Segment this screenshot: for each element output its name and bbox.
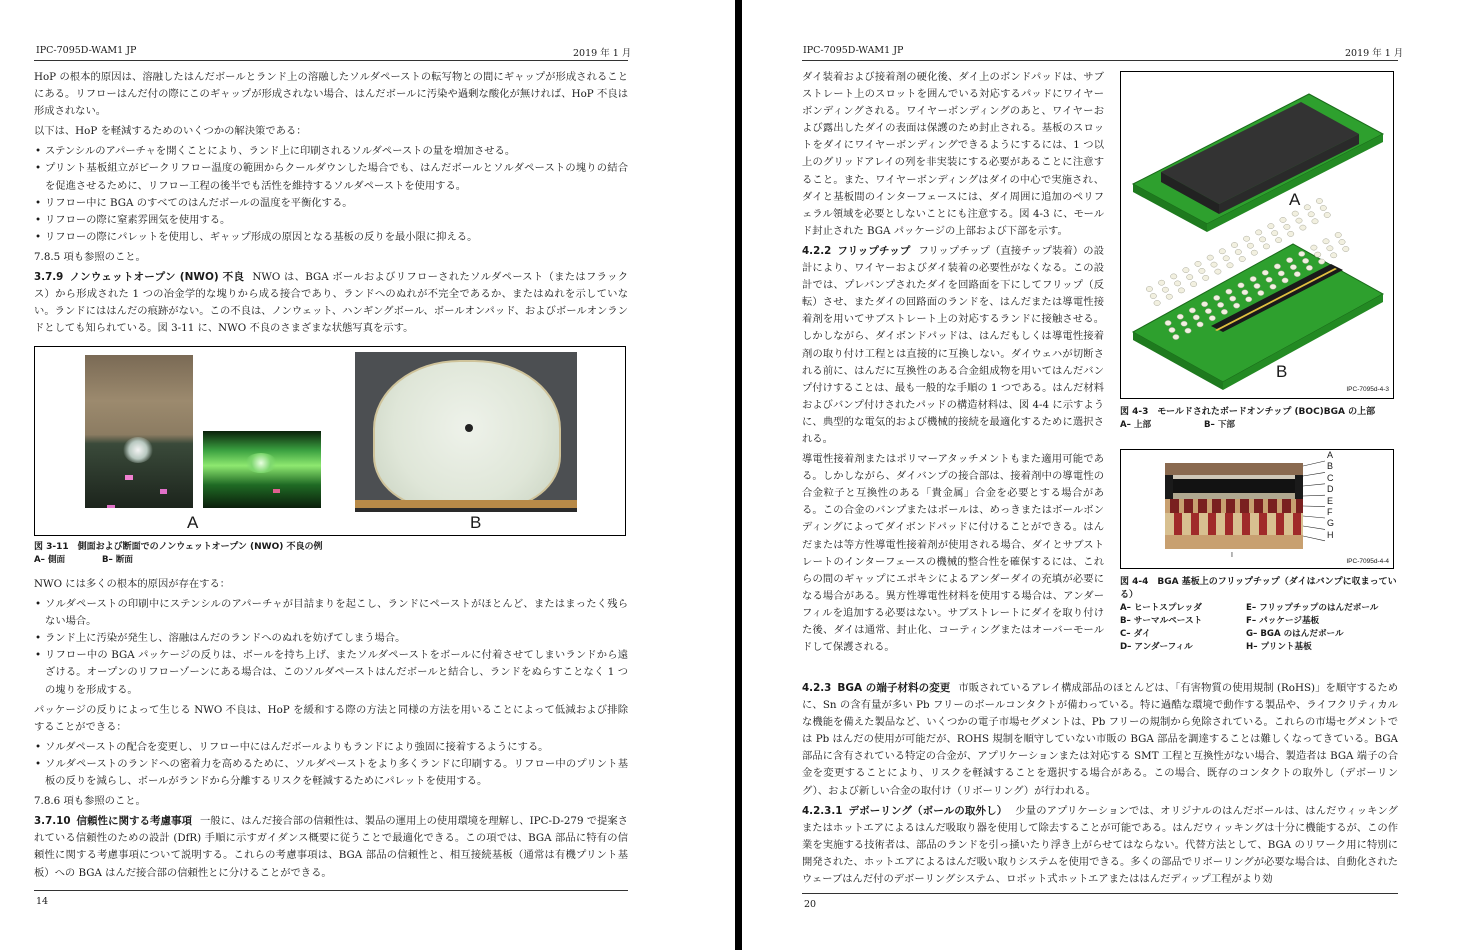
nwo-side-photo-small <box>203 431 321 508</box>
solder-ball <box>1292 211 1298 216</box>
solder-ball <box>1231 242 1237 247</box>
solder-ball <box>1259 237 1265 242</box>
solder-ball <box>1173 334 1179 339</box>
right-column-text <box>802 69 1104 656</box>
solder-ball <box>1239 256 1245 261</box>
letter: C <box>1327 472 1334 483</box>
pointer-line <box>1303 495 1325 496</box>
figure-3-11-caption <box>34 541 628 567</box>
figure-4-3 <box>1120 71 1394 399</box>
solder-ball <box>1318 259 1324 264</box>
solder-ball <box>1258 290 1264 295</box>
section-text: 一般に、はんだ接合部の信頼性は、製品の運用上の使用環境を理解し、IPC-D-279 で提案されている信頼性のための設計 (DfR) 手順に示すガイダンス概要に従うことで最適化できる。この項では、BGA 部品に特有の信頼性に関する考慮事項について説明する。これらの考慮事項は、BGA 部品の信頼性と、相互接続基板（通常は有機プリント基板）への BGA はんだ接合部の信頼性とに分けることができる。 <box>34 815 628 879</box>
section-number: 4.2.2 <box>802 244 832 257</box>
pointer-line <box>1303 472 1325 476</box>
solder-ball <box>1323 239 1329 244</box>
solder-ball <box>1219 249 1225 254</box>
nwo-cross-section-photo <box>355 352 577 512</box>
section-4-2-3 <box>802 680 1398 800</box>
solder-ball <box>1203 275 1209 280</box>
solder-ball <box>1223 256 1229 261</box>
solder-ball <box>1211 262 1217 267</box>
letter: G <box>1327 518 1335 529</box>
header-date: 2019 年 1 月 <box>1345 48 1404 59</box>
solder-ball <box>1343 246 1349 251</box>
list-item: • ソルダペーストの配合を変更し、リフロー中にはんだボールよりもランドにより強固に接着するようにする。 <box>34 739 628 756</box>
section-title: ノンウェットオープン (NWO) 不良 <box>69 271 245 284</box>
flip-chip-cross-section-photo <box>1165 463 1303 549</box>
section-4-2-2 <box>802 243 1104 448</box>
figure-4-3-caption <box>1120 406 1400 432</box>
right-page <box>742 0 1474 950</box>
solder-ball <box>1195 261 1201 266</box>
legend-pointer-lines <box>1303 454 1327 544</box>
figure-4-4 <box>1120 449 1394 569</box>
solder-ball <box>1278 271 1284 276</box>
section-title: デボーリング（ボールの取外し） <box>848 804 1008 817</box>
right-full-text <box>802 680 1398 888</box>
header-date: 2019 年 1 月 <box>573 48 632 59</box>
list-item: • プリント基板組立がピークリフロー温度の範囲からクールダウンした場合でも、はんだボールとソルダペーストの塊りの結合を促進させるために、リフロー工程の後半でも活性を維持するソルダペーストを使用する。 <box>34 160 628 194</box>
section-4-2-3-1 <box>802 803 1398 888</box>
paragraph: ダイ装着および接着剤の硬化後、ダイ上のボンドパッドは、サブストレート上のスロットを囲んでいる対応するパッドにワイヤーボンディングされる。ワイヤーボンディングのあと、ワイヤーおよび露出したダイの表面は保護のため封止される。基板のスロットをダイにワイヤーボンディングできるようにするには、1 つ以上のグリッドアレイの列を非実装にする必要があることに注意すること。また、ワイヤーボンディングはダイの中心で実施され、ダイと基板間のインターフェースには、ダイ周囲に追加のペリフェラル領域を必要としないことにも注意する。図 4-3 に、モールド封止された BGA パッケージの上部および下部を示す。 <box>802 71 1104 237</box>
solder-ball <box>1193 315 1199 320</box>
solder-ball <box>1272 231 1278 236</box>
solder-ball <box>1256 230 1262 235</box>
solder-ball <box>1181 321 1187 326</box>
pointer-line <box>1303 516 1325 518</box>
letter: B <box>1327 461 1334 472</box>
header-doc-id: IPC-7095D-WAM1 JP <box>803 45 904 56</box>
pointer-line <box>1303 461 1325 466</box>
pointer-line <box>1303 526 1325 529</box>
paragraph: 7.8.6 項も参照のこと。 <box>34 795 146 808</box>
legend-item: H– プリント基板 <box>1246 642 1312 652</box>
solder-ball <box>1335 232 1341 237</box>
solder-ball <box>1207 255 1213 260</box>
caption-sub-b: B– 断面 <box>102 555 134 565</box>
section-number: 4.2.3 <box>802 682 832 694</box>
solder-ball <box>1300 225 1306 230</box>
legend-item: E– フリップチップのはんだボール <box>1246 603 1379 613</box>
solder-ball <box>1290 265 1296 270</box>
solder-ball <box>1166 294 1172 299</box>
pointer-line <box>1303 484 1325 486</box>
solder-ball <box>1217 302 1223 307</box>
solder-ball <box>1316 198 1322 203</box>
figure-label-b: B <box>470 513 482 532</box>
solder-ball <box>1185 328 1191 333</box>
solder-ball <box>1174 281 1180 286</box>
solder-ball <box>1286 258 1292 263</box>
header-rule <box>802 60 1398 61</box>
solder-ball <box>1270 284 1276 289</box>
solder-ball <box>1146 286 1152 291</box>
solder-ball <box>1308 212 1314 217</box>
letter: E <box>1327 495 1334 506</box>
solder-ball <box>1327 246 1333 251</box>
solder-ball <box>1250 276 1256 281</box>
solder-ball <box>1158 280 1164 285</box>
paragraph: NWO には多くの根本的原因が存在する： <box>34 578 231 590</box>
legend-item: A– ヒートスプレッダ <box>1120 603 1202 613</box>
legend-item: G– BGA のはんだボール <box>1246 629 1344 639</box>
solder-ball <box>1171 274 1177 279</box>
list-item: • ステンシルのアパーチャを開くことにより、ランド上に印刷されるソルダペーストの量を増加させる。 <box>34 143 628 160</box>
list-item: • リフローの際に窒素雰囲気を使用する。 <box>34 212 628 229</box>
paragraph: HoP の根本的原因は、溶融したはんだボールとランド上の溶融したソルダペーストの転写物との間にギャップが形成されることにある。リフローはんだ付の際にこのギャップが形成されない場合、はんだボールに汚染や過剰な酸化が無ければ、HoP 不良は形成されない。 <box>34 71 628 118</box>
solder-ball <box>1221 309 1227 314</box>
paragraph: 導電性接着剤またはポリマーアタッチメントもまた適用可能である。しかしながら、ダイバンプの接合部は、接着剤中の導電性の合金粒子と互換性のある「貴金属」合金を必要とする場合がある。この合金のバンプまたはボールは、めっきまたはボールボンディングによってダイボンドパッドに付けることができる。はんだまたは等方性導電性接着剤が使用される場合、ダイとサブストレートのインターフェースの機械的整合性を確保するには、これらの間のギャップにエポキシによるアンダーダイの充填が必要になる場合がある。異方性導電性材料を使用する場合は、アンダーフィルを追加する必要はない。サブストレートにダイを取り付けた後、ダイは通常、封止化、コーティングまたはオーバーモールドして保護される。 <box>802 453 1104 654</box>
solder-ball <box>1262 270 1268 275</box>
letter: H <box>1327 529 1334 540</box>
section-number: 3.7.10 <box>34 815 71 828</box>
solder-ball <box>1201 302 1207 307</box>
list-item: • ランド上に汚染が発生し、溶融はんだのランドへのぬれを妨げてしまう場合。 <box>34 630 628 647</box>
solder-ball <box>1288 231 1294 236</box>
solder-ball <box>1312 219 1318 224</box>
section-3-7-10 <box>34 813 628 881</box>
page-divider <box>735 0 742 950</box>
caption-sub-b: B– 下部 <box>1204 420 1236 430</box>
section-title: BGA の端子材料の変更 <box>837 682 951 694</box>
solder-ball <box>1199 268 1205 273</box>
caption-title: 図 4-4 BGA 基板上のフリップチップ（ダイはバンプに収まっている） <box>1120 577 1397 600</box>
list-item: • リフロー中に BGA のすべてのはんだボールの温度を平衡化する。 <box>34 195 628 212</box>
legend-item: F– パッケージ基板 <box>1246 616 1320 626</box>
solder-ball <box>1247 243 1253 248</box>
solder-ball <box>1315 252 1321 257</box>
header-doc-id: IPC-7095D-WAM1 JP <box>36 45 137 56</box>
paragraph: パッケージの反りによって生じる NWO 不良は、HoP を緩和する際の方法と同様の方法を用いることによって低減および排除することができる： <box>34 703 628 733</box>
section-number: 3.7.9 <box>34 271 64 284</box>
solder-ball <box>1189 308 1195 313</box>
solder-ball <box>1238 283 1244 288</box>
solder-ball <box>1235 249 1241 254</box>
figure-label-a: A <box>187 513 199 532</box>
solder-ball <box>1263 244 1269 249</box>
solder-ball <box>1302 258 1308 263</box>
solder-ball <box>1190 282 1196 287</box>
header-rule <box>34 60 628 61</box>
solder-ball <box>1233 303 1239 308</box>
solder-ball <box>1162 287 1168 292</box>
pointer-line <box>1303 536 1325 541</box>
left-text-top <box>34 69 628 337</box>
letter: F <box>1327 507 1333 518</box>
solder-ball <box>1280 217 1286 222</box>
solder-ball <box>1275 238 1281 243</box>
solder-ball <box>1294 272 1300 277</box>
bullet-list <box>34 739 628 790</box>
solder-ball <box>1274 264 1280 269</box>
letter: D <box>1327 484 1334 495</box>
solder-ball <box>1306 265 1312 270</box>
paragraph: 以下は、HoP を軽減するためのいくつかの解決策である： <box>34 125 307 138</box>
solder-ball <box>1246 297 1252 302</box>
bullet-list <box>34 143 628 246</box>
caption-sub-a: A– 上部 <box>1120 420 1152 430</box>
solder-ball <box>1169 327 1175 332</box>
solder-ball <box>1266 277 1272 282</box>
solder-ball <box>1282 278 1288 283</box>
solder-ball <box>1339 239 1345 244</box>
section-text: NWO は、BGA ボールおよびリフローされたソルダペースト（またはフラックス）から形成された 1 つの冶金学的な塊りから成る接合であり、ランドへのぬれが不完全であるか、またはぬれを示していない。ランドにははんだの痕跡がない。この不良は、ノンウェット、ハンギングボール、ボールオンパッド、およびボールオンランドとしても知られている。図 3-11 に、NWO 不良のさまざまな状態写真を示す。 <box>34 271 628 335</box>
section-text: フリップチップ（直接チップ装着）の設計により、ワイヤーおよびダイ装着の必要性がなくなる。この設計では、プレバンプされたダイを回路面を下にしてフリップ（反転）させ、またダイの回路面のランドを、はんだまたは導電性接着剤を用いてサブストレート上の対応するランドに接触させる。しかしながら、ダイボンドパッドは、はんだもしくは導電性接着剤の取り付け工程とは直接的に互換しない。ダイウェハが切断される前に、はんだに互換性のある合金組成物を用いてはんだバンプ付けすることは、最も一般的な手順の 1 つである。はんだ材料およびバンプ付けされたパッドの構造材料は、図 4-4 に示すように、典型的な電気的および機械的接続を最適化するために選択される。 <box>802 244 1104 445</box>
solder-ball <box>1324 212 1330 217</box>
caption-sub-a: A– 側面 <box>34 555 66 565</box>
caption-title: 図 3-11 側面および断面でのノンウェットオープン (NWO) 不良の例 <box>34 542 323 552</box>
section-text: 少量のアプリケーションでは、オリジナルのはんだボールは、はんだウィッキングまたはホットエアによるはんだ吸取り器を使用して除去することが可能である。はんだウィッキングは十分に機能するが、この作業を実施する技術者は、部品のランドを引っ掻いたり浮き上がらせてはならない。代替方法として、BGA のリワーク用に特別に開発された、ホットエアによるはんだ吸い取りシステムを使用できる。多くの部品でリボーリングが必要な場合は、自動化されたウェーブはんだ付のデボーリングシステム、ロボット式ホットエアまたははんだディップ工程がより効 <box>802 804 1398 886</box>
figure-label-b: B <box>1276 362 1288 381</box>
solder-ball <box>1178 288 1184 293</box>
section-title: 信頼性に関する考慮事項 <box>76 815 193 828</box>
solder-ball <box>1197 322 1203 327</box>
figure-4-4-caption <box>1120 576 1400 654</box>
solder-ball <box>1226 289 1232 294</box>
left-text-bottom <box>34 576 628 882</box>
solder-ball <box>1242 290 1248 295</box>
legend-item: D– アンダーフィル <box>1120 642 1193 652</box>
solder-ball <box>1215 269 1221 274</box>
section-3-7-9 <box>34 269 628 337</box>
figure-id: IPC-7095d-4-4 <box>1346 558 1389 565</box>
figure-letter-column <box>1327 450 1341 541</box>
solder-ball <box>1183 268 1189 273</box>
solder-ball <box>1268 224 1274 229</box>
figure-small-label: I <box>1231 552 1233 559</box>
solder-ball <box>1296 218 1302 223</box>
section-text: 市販されているアレイ構成部品のほとんどは、「有害物質の使用規制 (RoHS)」を順守するために、Sn の含有量が多い Pb フリーのボールコンタクトが備わっている。特に過酷な環境で動作する製品や、ライフクリティカルな機能を備えた製品など、いくつかの電子市場セグメントは、Pb フリーの規制から免除されている。これらの市場セグメントでは Pb はんだの使用が可能だが、ROHS 規制を順守していない市販の BGA 部品を調達することは難しくなってきている。BGA 部品に含有されている特定の合金が、アプリケーションまたは対応する SMT 工程と互換性がない場合、製造者は BGA 端子の合金を変更することにより、リスクを軽減することを選択する場合がある。この場合、既存のコンタクトの取外し（デボーリング）、および新しい合金の取付け（リボーリング）が行われる。 <box>802 682 1398 797</box>
solder-ball <box>1209 316 1215 321</box>
solder-ball <box>1154 300 1160 305</box>
left-page <box>0 0 735 950</box>
paragraph: 7.8.5 項も参照のこと。 <box>34 250 146 263</box>
solder-ball <box>1320 205 1326 210</box>
solder-ball <box>1205 309 1211 314</box>
page-number: 20 <box>804 899 817 910</box>
figure-label-a: A <box>1289 190 1301 209</box>
caption-legend <box>1120 602 1400 654</box>
list-item: • リフローの際にパレットを使用し、ギャップ形成の原因となる基板の反りを最小限に抑える。 <box>34 229 628 246</box>
solder-ball <box>1243 236 1249 241</box>
figure-3-11 <box>34 346 626 536</box>
caption-title: 図 4-3 モールドされたボードオンチップ (BOC)BGA の上部 <box>1120 407 1376 417</box>
legend-item: B– サーマルペースト <box>1120 616 1203 626</box>
solder-ball <box>1187 275 1193 280</box>
solder-ball <box>1311 245 1317 250</box>
solder-ball <box>1227 263 1233 268</box>
nwo-side-photo-large <box>85 355 193 508</box>
bullet-list <box>34 596 628 699</box>
solder-ball <box>1214 295 1220 300</box>
list-item: • ソルダペーストのランドへの密着力を高めるために、ソルダペーストをより多くランドに印刷する。リフロー中のプリント基板の反りを減らし、ボールがランドから分離するリスクを軽減するためにパレットを使用する。 <box>34 756 628 790</box>
section-number: 4.2.3.1 <box>802 804 843 817</box>
solder-ball <box>1331 253 1337 258</box>
solder-ball <box>1230 296 1236 301</box>
footer-rule <box>34 890 628 891</box>
bga-top-bottom-illustration <box>1121 72 1393 398</box>
solder-ball <box>1299 251 1305 256</box>
solder-ball <box>1304 205 1310 210</box>
list-item: • ソルダペーストの印刷中にステンシルのアパーチャが目詰まりを起こし、ランドにペーストがほとんど、またはまったく残らない場合。 <box>34 596 628 630</box>
pointer-line <box>1303 506 1325 507</box>
solder-ball <box>1254 283 1260 288</box>
solder-ball <box>1177 314 1183 319</box>
letter: A <box>1327 450 1334 460</box>
solder-ball <box>1251 250 1257 255</box>
legend-item: C– ダイ <box>1120 629 1151 639</box>
footer-rule <box>802 893 1398 894</box>
list-item: • リフロー中の BGA パッケージの反りは、ボールを持ち上げ、またソルダペーストをボールに付着させてしまいランドから遠ざける。オープンのリフローゾーンにある場合は、このソルダペーストはんだボールと結合し、ランドをぬらすことなく 1 つの塊りを形成する。 <box>34 647 628 698</box>
solder-ball <box>1284 224 1290 229</box>
solder-ball <box>1165 320 1171 325</box>
figure-id: IPC-7095d-4-3 <box>1346 386 1389 393</box>
page-number: 14 <box>36 896 49 907</box>
solder-ball <box>1150 293 1156 298</box>
section-title: フリップチップ <box>837 244 911 257</box>
